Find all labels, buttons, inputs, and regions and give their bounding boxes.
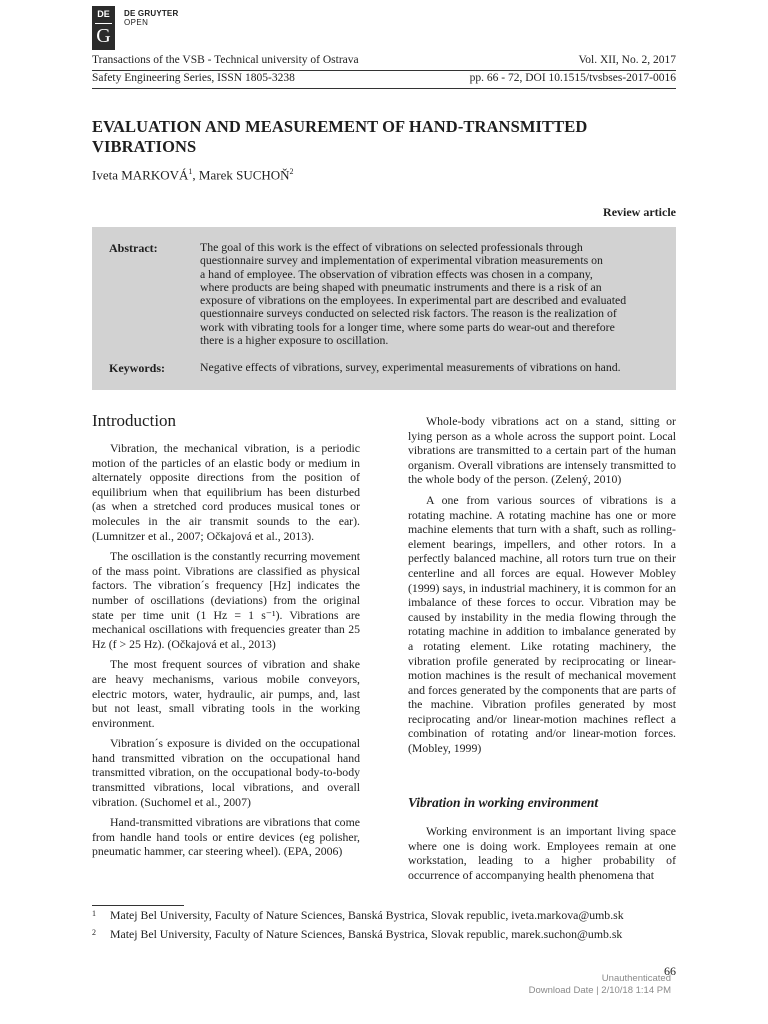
footnote-rule: [92, 905, 184, 906]
series-info: Safety Engineering Series, ISSN 1805-3238: [92, 72, 295, 84]
paragraph: Whole-body vibrations act on a stand, sitting or lying person as a whole across the support point. Local vibrations are transmitted to a certain part of the human organism. Overall vibrations are intensely transmitted to the whole body of the person. (Zelený, 2010): [408, 414, 676, 487]
paragraph: A one from various sources of vibrations is a rotating machine. A rotating machine has one or more machine elements that turn with a shaft, such as rolling-element bearings, impellers, and other rotors. In a perfectly balanced machine, all rotors turn true on their centerline and all forces are equal. However Mobley (1999) says, in industrial machinery, it is common for an imbalance of these forces to occur. Vibration may be caused by instability in the media flowing through the rotating machine in addition to imbalance generated by a rotating element. Like rotating machinery, the vibration profile generated by reciprocating or linear- motion machines is the result of mechanical movement and forces generated by the components that are parts of the machine. Vibration profiles generated by most reciprocating and/or linear-motion machines reflect a combination of rotating and/or linear-motion forces. (Mobley, 1999): [408, 492, 676, 756]
header-rule-bottom: [92, 88, 676, 89]
subheading-vibration-environment: Vibration in working environment: [408, 795, 599, 810]
footnote-number: 2: [92, 928, 96, 937]
title-line: VIBRATIONS: [92, 137, 197, 156]
footnote-text: Matej Bel University, Faculty of Nature Sciences, Banská Bystrica, Slovak republic, iveta.markova@umb.sk: [110, 908, 624, 922]
keywords-text: Negative effects of vibrations, survey, experimental measurements of vibrations on hand.: [200, 360, 621, 374]
author-affiliation-mark: 1: [188, 167, 193, 176]
abstract-line: where products are being shaped with pneumatic instruments and there is a risk of an: [200, 279, 602, 294]
paragraph: Hand-transmitted vibrations are vibrations that come from handle hand tools or entire devices (eg polisher, pneumatic hammer, car steering wheel). (EPA, 2006): [92, 815, 360, 859]
author-affiliation-mark: 2: [289, 167, 294, 176]
right-column: [408, 414, 676, 762]
paper-title: [92, 117, 676, 157]
paragraph: The most frequent sources of vibration and shake are heavy mechanisms, various mobile conveyors, electric motors, water, hydraulic, air pumps, and, last but not least, small vibrating tools in the working environment.: [92, 657, 360, 730]
abstract-text: [200, 241, 654, 347]
abstract-line: The goal of this work is the effect of vibrations on selected professionals through: [200, 240, 583, 254]
right-column-continued: [408, 824, 676, 888]
author-separator: ,: [192, 167, 199, 183]
author-name: Iveta MARKOVÁ: [92, 167, 189, 183]
title-line: EVALUATION AND MEASUREMENT OF HAND-TRANSMITTED: [92, 117, 588, 136]
abstract-line: exposure of vibrations on the employees. In experimental part are described and evaluated: [200, 293, 627, 308]
abstract-box: [92, 227, 676, 390]
paragraph: The oscillation is the constantly recurring movement of the mass point. Vibrations are classified as physical factors. The vibration´s frequency [Hz] indicates the number of oscillations (deviations) from the original state per time unit (1 Hz = 1 s⁻¹). Vibrations are mechanical oscillations with frequencies greater than 25 Hz (f > 25 Hz). (Očkajová et al., 2013): [92, 549, 360, 651]
logo-mark-top: DE: [97, 9, 110, 19]
abstract-line: questionnaire surveys conducted on selected risk factors. The reason is the realization of: [200, 306, 617, 321]
publisher-logo: [92, 6, 115, 50]
journal-name: Transactions of the VSB - Technical university of Ostrava: [92, 54, 359, 66]
authors: [92, 167, 294, 183]
publisher-name: [124, 9, 178, 27]
abstract-label: Abstract:: [109, 241, 158, 255]
paragraph: Working environment is an important living space where one is doing work. Employees remain at one workstation, leading to a higher probability of occurrence of accompanying health phenomena that: [408, 824, 676, 882]
keywords-label: Keywords:: [109, 361, 165, 375]
volume-info: Vol. XII, No. 2, 2017: [578, 54, 676, 66]
download-status: Unauthenticated: [601, 973, 671, 984]
footnote-number: 1: [92, 909, 96, 918]
publisher-line1: DE GRUYTER: [124, 9, 179, 18]
paragraph: Vibration´s exposure is divided on the occupational hand transmitted vibration on the occupational hand transmitted vibration, on the occupational body-to-body transmitted vibrations, local vibrations, and overall vibration. (Suchomel et al., 2007): [92, 736, 360, 809]
logo-divider: [95, 23, 112, 24]
logo-mark-bottom: G: [96, 25, 111, 47]
pages-doi: pp. 66 - 72, DOI 10.1515/tvsbses-2017-0016: [469, 72, 676, 84]
publisher-line2: OPEN: [124, 18, 149, 27]
header-rule-top: [92, 70, 676, 71]
page-number: 66: [664, 964, 676, 978]
download-date: Download Date | 2/10/18 1:14 PM: [528, 985, 671, 996]
author-name: Marek SUCHOŇ: [198, 167, 290, 183]
abstract-line: a hand of employee. The observation of vibration effects was chosen in a company,: [200, 266, 593, 281]
abstract-line: there is a higher exposure to oscillation.: [200, 333, 389, 348]
section-heading-introduction: Introduction: [92, 411, 177, 430]
left-column: [92, 441, 360, 865]
paragraph: Vibration, the mechanical vibration, is a periodic motion of the particles of an elastic body or medium in alternately opposite directions from the position of equilibrium when that equilibrium has been disturbed (as when a stretched cord produces musical tones or molecules in the air transmit sounds to the ear). (Lumnitzer et al., 2007; Očkajová et al., 2013).: [92, 441, 360, 543]
footnote-text: Matej Bel University, Faculty of Nature Sciences, Banská Bystrica, Slovak republic, marek.suchon@umb.sk: [110, 927, 623, 941]
abstract-line: work with vibrating tools for a longer time, where some parts do wear-out and therefore: [200, 319, 615, 334]
abstract-line: questionnaire survey and implementation of experimental vibration measurements on: [200, 253, 603, 268]
article-type: Review article: [603, 205, 676, 219]
